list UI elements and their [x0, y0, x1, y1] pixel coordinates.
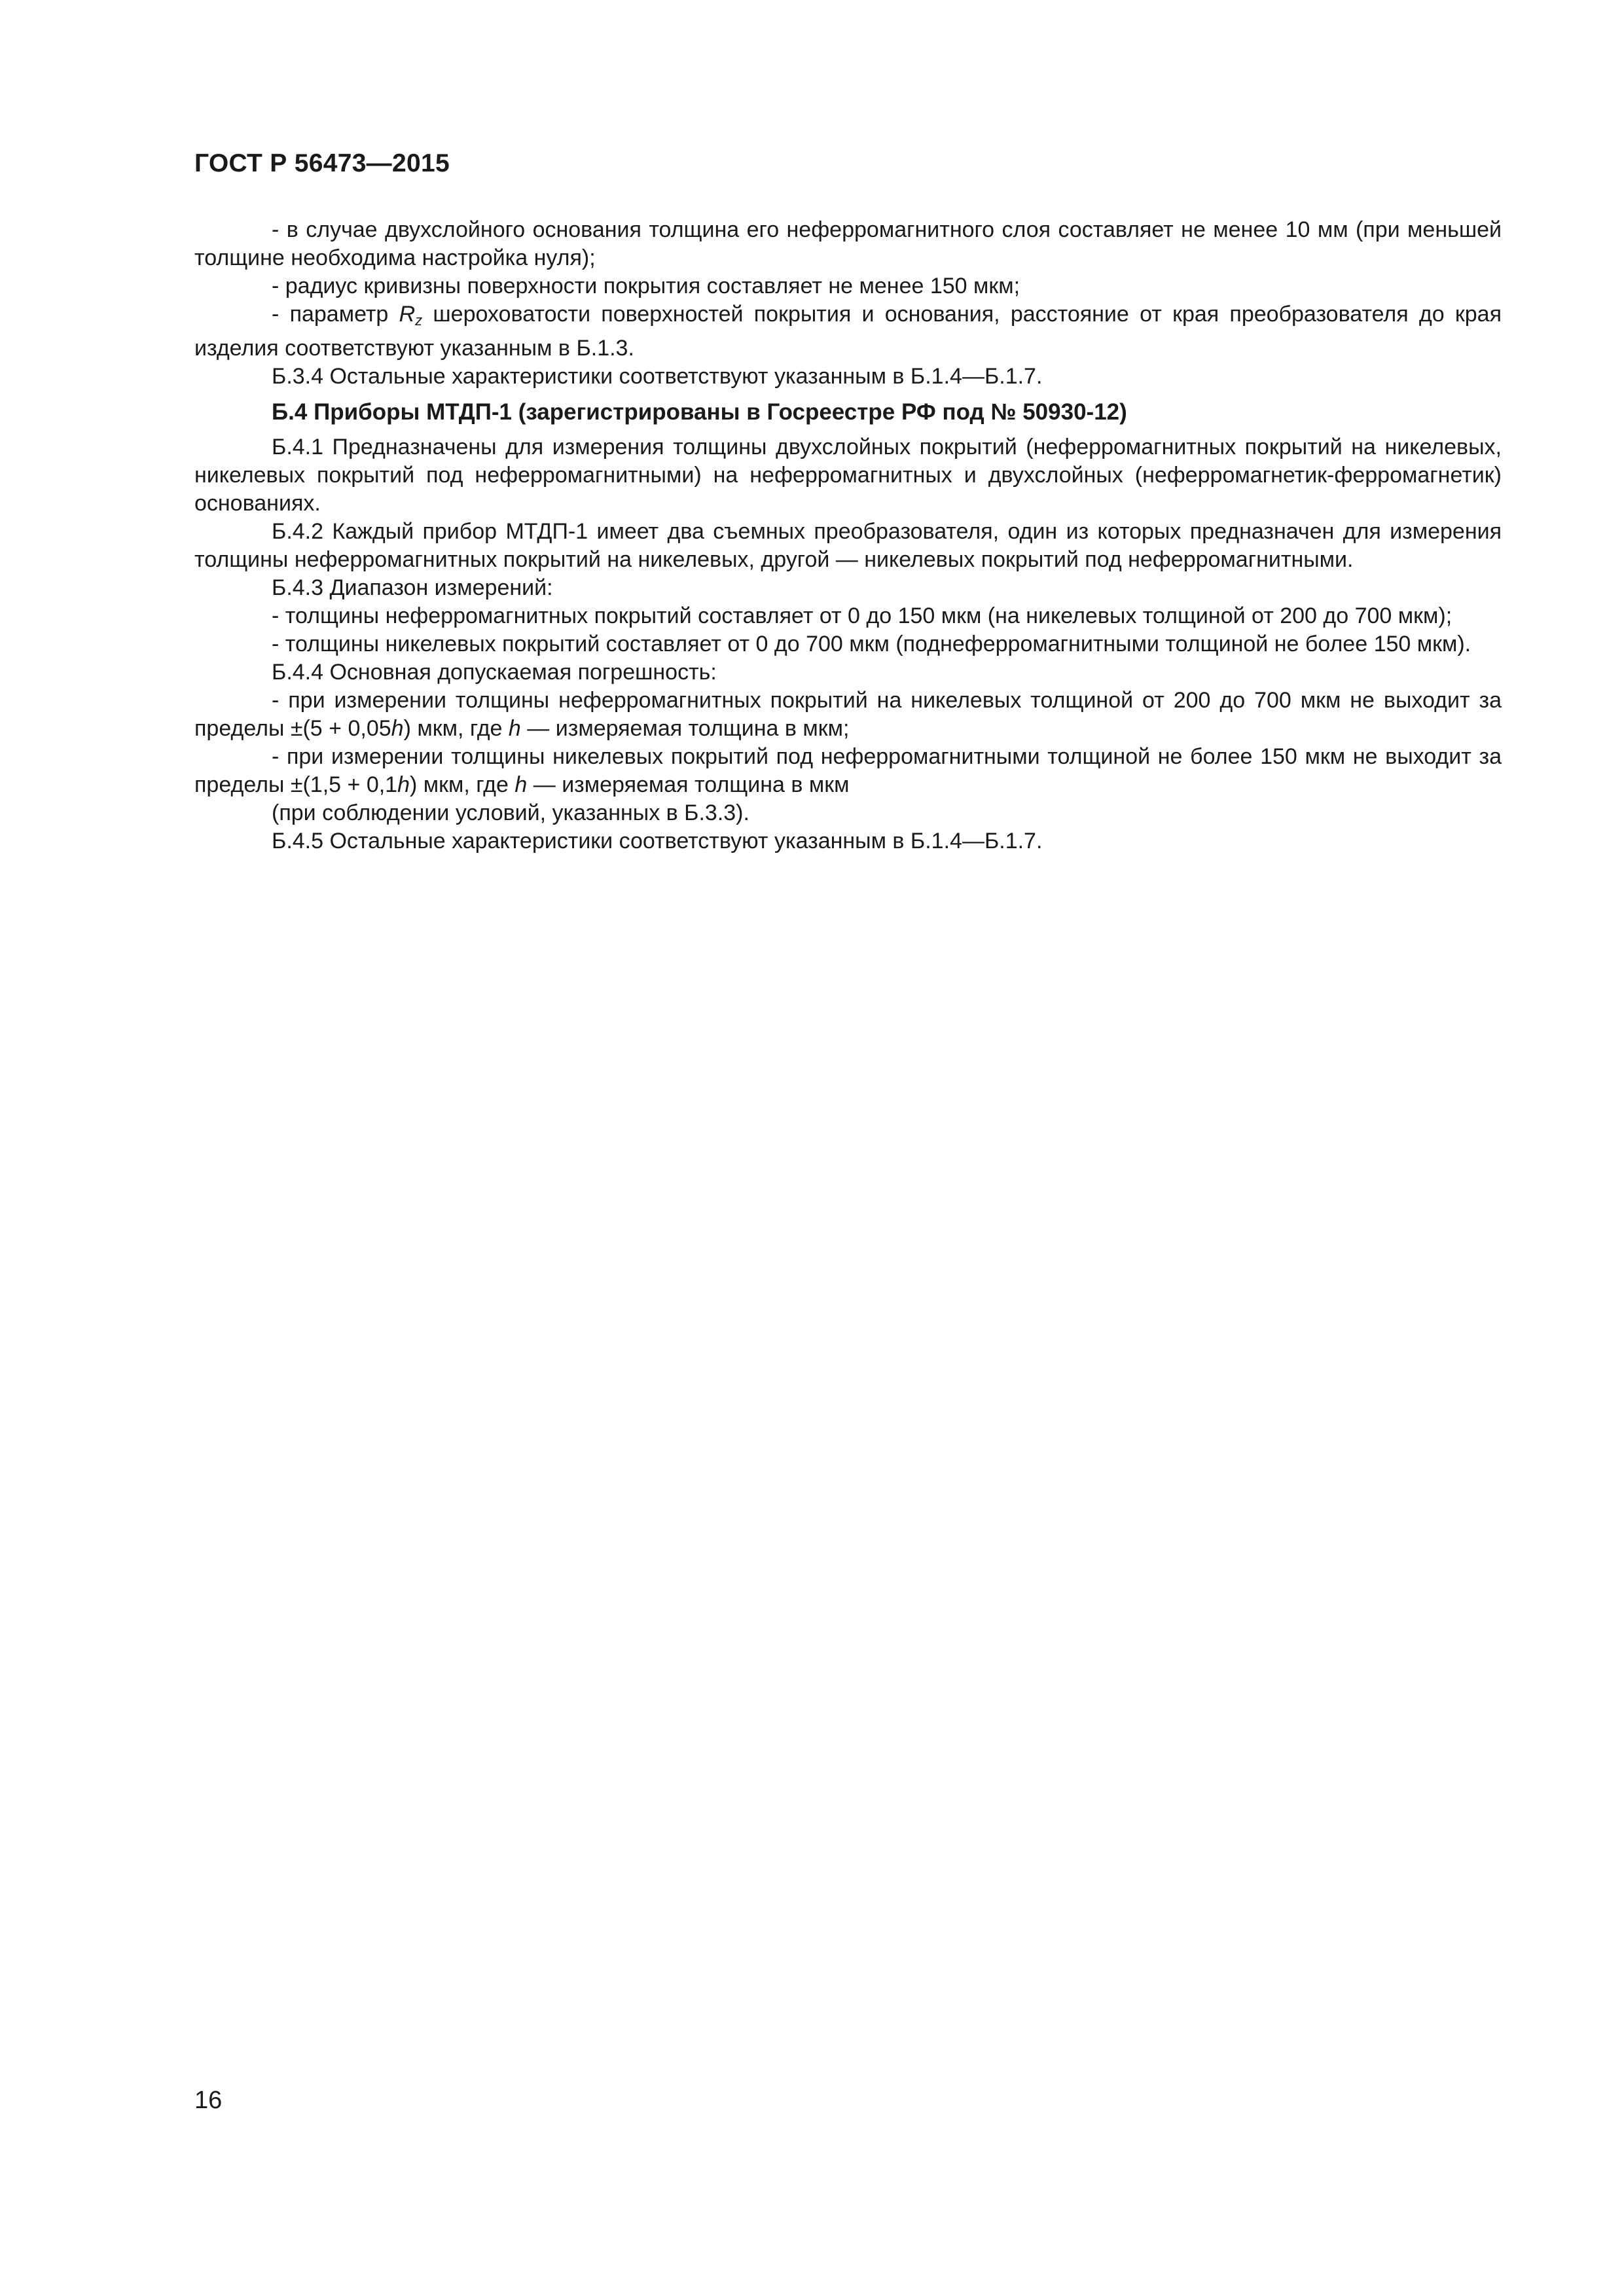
- document-header: ГОСТ Р 56473—2015: [194, 149, 450, 177]
- text-run: - параметр: [272, 302, 399, 327]
- text-run: ) мкм, где: [403, 716, 509, 741]
- paragraph: [194, 687, 1502, 743]
- paragraph: Б.4.3 Диапазон измерений:: [272, 575, 553, 600]
- math-variable: h: [391, 716, 404, 741]
- paragraph: Б.4.2 Каждый прибор МТДП-1 имеет два съемных преобразователя, один из которых предназначен для измерения толщины неферромагнитных покрытий на никелевых, другой — никелевых покрытий под неферромагнитными.: [194, 519, 1502, 572]
- math-variable: h: [508, 716, 521, 741]
- section-heading: Б.4 Приборы МТДП-1 (зарегистрированы в Госреестре РФ под № 50930-12): [272, 399, 1127, 425]
- math-subscript: z: [415, 312, 423, 329]
- paragraph: Б.3.4 Остальные характеристики соответствуют указанным в Б.1.4—Б.1.7.: [272, 364, 1043, 389]
- page-number: 16: [194, 2087, 223, 2114]
- paragraph: Б.4.5 Остальные характеристики соответствуют указанным в Б.1.4—Б.1.7.: [272, 829, 1043, 853]
- paragraph: Б.4.1 Предназначены для измерения толщины двухслойных покрытий (неферромагнитных покрытий на никелевых, никелевых покрытий под неферромагнитными) на неферромагнитных и двухслойных (неферромагнетик-ферромагнетик) основаниях.: [194, 435, 1502, 516]
- text-run: — измеряемая толщина в мкм: [527, 772, 850, 797]
- paragraph: - радиус кривизны поверхности покрытия составляет не менее 150 мкм;: [272, 274, 1020, 298]
- paragraph: Б.4.4 Основная допускаемая погрешность:: [272, 660, 717, 685]
- text-run: - при измерении толщины никелевых покрытий под неферромагнитными толщиной не более 150 мкм не выходит за пределы ±(1,5 + 0,1: [194, 744, 1502, 797]
- paragraph: - толщины неферромагнитных покрытий составляет от 0 до 150 мкм (на никелевых толщиной от 200 до 700 мкм);: [272, 603, 1453, 628]
- text-run: - при измерении толщины неферромагнитных покрытий на никелевых толщиной от 200 до 700 мкм не выходит за пределы ±(5 + 0,05: [194, 688, 1502, 741]
- text-run: ) мкм, где: [410, 772, 515, 797]
- paragraph: (при соблюдении условий, указанных в Б.3.3).: [272, 800, 749, 825]
- paragraph: - толщины никелевых покрытий составляет от 0 до 700 мкм (поднеферромагнитными толщиной не более 150 мкм).: [272, 632, 1471, 656]
- math-variable: R: [399, 302, 416, 327]
- paragraph: [194, 743, 1502, 799]
- math-variable: h: [397, 772, 410, 797]
- text-run: — измеряемая толщина в мкм;: [520, 716, 850, 741]
- text-run: шероховатости поверхностей покрытия и основания, расстояние от края преобразователя до края изделия соответствуют указанным в Б.1.3.: [194, 302, 1502, 361]
- document-body: [194, 216, 1502, 855]
- math-variable: h: [514, 772, 528, 797]
- paragraph: [194, 300, 1502, 363]
- paragraph: - в случае двухслойного основания толщина его неферромагнитного слоя составляет не менее 10 мм (при меньшей толщине необходима настройка нуля);: [194, 217, 1502, 270]
